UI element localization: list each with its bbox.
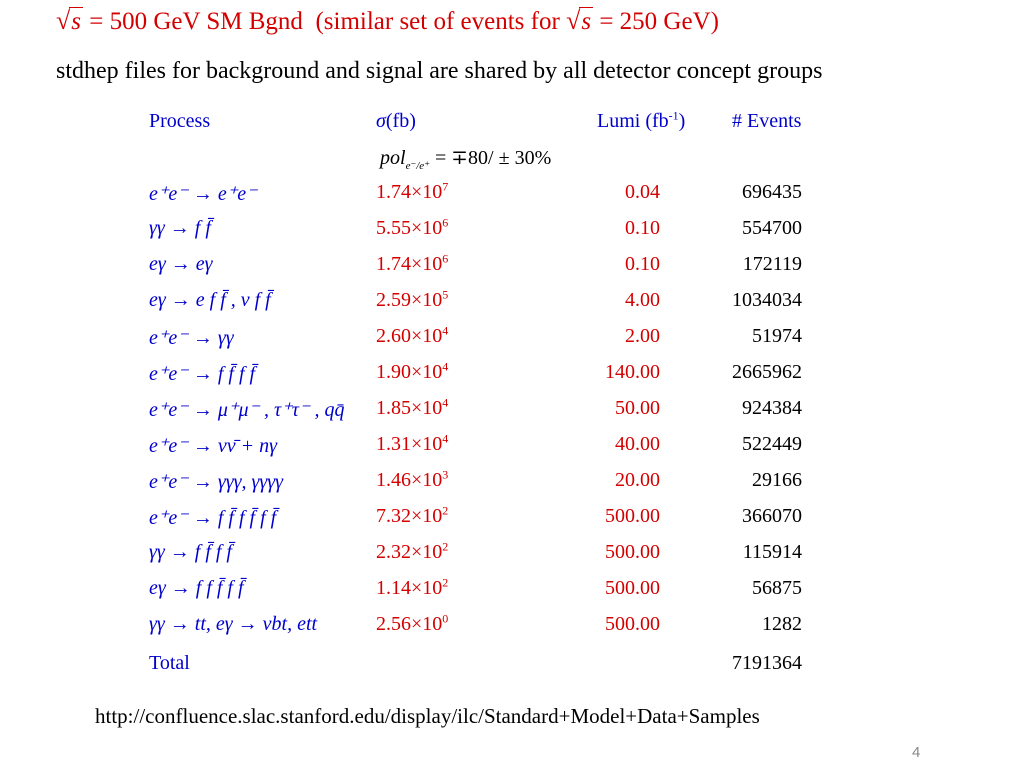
row-process: e⁺e⁻ → μ⁺μ⁻ , τ⁺τ⁻ , qq̄ — [149, 399, 345, 421]
xsec-mantissa: 1.74×10 — [376, 181, 443, 203]
row-cross-section — [376, 217, 448, 240]
row-process: e⁺e⁻ → f f̄ f f̄ f f̄ — [149, 507, 277, 529]
row-cross-section — [376, 181, 448, 204]
row-lumi: 500.00 — [605, 541, 660, 563]
xsec-exponent: 4 — [442, 431, 449, 446]
sqrt-symbol: √s — [56, 6, 82, 35]
row-process: e⁺e⁻ → νν̄ + nγ — [149, 435, 277, 457]
xsec-mantissa: 2.56×10 — [376, 613, 443, 635]
row-lumi: 4.00 — [625, 289, 660, 311]
slide-subtitle: stdhep files for background and signal are shared by all detector concept groups — [56, 58, 823, 84]
header-process: Process — [149, 110, 211, 132]
xsec-exponent: 4 — [442, 359, 449, 374]
row-events: 29166 — [752, 469, 802, 491]
row-cross-section — [376, 505, 448, 528]
row-process: γγ → tt, eγ → νbt, ett — [149, 613, 318, 635]
row-lumi: 500.00 — [605, 505, 660, 527]
row-cross-section — [376, 397, 448, 420]
xsec-mantissa: 1.46×10 — [376, 469, 443, 491]
xsec-mantissa: 2.59×10 — [376, 289, 443, 311]
header-lumi — [597, 110, 685, 133]
xsec-mantissa: 1.31×10 — [376, 433, 443, 455]
row-events: 554700 — [742, 217, 802, 239]
row-events: 51974 — [752, 325, 802, 347]
xsec-exponent: 0 — [442, 611, 449, 626]
xsec-mantissa: 2.60×10 — [376, 325, 443, 347]
row-process: e⁺e⁻ → f f̄ f f̄ — [149, 363, 256, 385]
total-label: Total — [149, 652, 190, 674]
row-events: 115914 — [742, 541, 802, 563]
title-part1: = 500 GeV SM Bgnd — [89, 8, 303, 35]
xsec-mantissa: 1.90×10 — [376, 361, 443, 383]
row-cross-section — [376, 361, 448, 384]
sigma-symbol: σ — [376, 110, 386, 132]
row-lumi: 40.00 — [615, 433, 660, 455]
pol-label: pol — [380, 147, 406, 169]
row-lumi: 20.00 — [615, 469, 660, 491]
lumi-close: ) — [678, 110, 686, 132]
source-url[interactable]: http://confluence.slac.stanford.edu/display/ilc/Standard+Model+Data+Samples — [95, 704, 760, 728]
lumi-text: Lumi (fb — [597, 110, 669, 132]
row-events: 1282 — [762, 613, 802, 635]
row-events: 522449 — [742, 433, 802, 455]
pol-eq: = — [435, 147, 447, 169]
header-events: # Events — [732, 110, 802, 132]
row-lumi: 0.04 — [625, 181, 660, 203]
row-cross-section — [376, 577, 448, 600]
xsec-mantissa: 5.55×10 — [376, 217, 443, 239]
sigma-unit: (fb) — [385, 110, 416, 132]
title-part3: = 250 GeV) — [599, 8, 719, 35]
xsec-mantissa: 1.14×10 — [376, 577, 443, 599]
xsec-exponent: 6 — [442, 251, 449, 266]
row-lumi: 140.00 — [605, 361, 660, 383]
row-cross-section — [376, 289, 448, 312]
row-events: 924384 — [742, 397, 802, 419]
xsec-mantissa: 2.32×10 — [376, 541, 443, 563]
title-part2: (similar set of events for — [315, 8, 560, 35]
xsec-exponent: 4 — [442, 395, 449, 410]
xsec-exponent: 2 — [442, 575, 449, 590]
xsec-exponent: 7 — [442, 179, 449, 194]
xsec-exponent: 2 — [442, 503, 449, 518]
row-process: e⁺e⁻ → γγ — [149, 327, 234, 349]
pol-sub: e⁻/e⁺ — [405, 160, 430, 172]
xsec-mantissa: 7.32×10 — [376, 505, 443, 527]
row-process: eγ → f f f̄ f f̄ — [149, 577, 244, 599]
polarization-note — [380, 145, 551, 170]
row-events: 56875 — [752, 577, 802, 599]
row-lumi: 50.00 — [615, 397, 660, 419]
row-cross-section — [376, 253, 448, 276]
row-process: eγ → e f f̄ , ν f f̄ — [149, 289, 271, 311]
row-cross-section — [376, 541, 448, 564]
row-process: γγ → f f̄ — [149, 217, 211, 239]
xsec-exponent: 4 — [442, 323, 449, 338]
row-lumi: 500.00 — [605, 577, 660, 599]
row-lumi: 0.10 — [625, 217, 660, 239]
row-cross-section — [376, 469, 448, 492]
row-cross-section — [376, 433, 448, 456]
xsec-exponent: 2 — [442, 539, 449, 554]
row-process: eγ → eγ — [149, 253, 213, 275]
sqrt-symbol-2: √s — [566, 6, 592, 35]
slide-title — [56, 6, 719, 36]
row-events: 1034034 — [732, 289, 802, 311]
row-process: γγ → f f̄ f f̄ — [149, 541, 232, 563]
lumi-exp: -1 — [668, 108, 679, 123]
pol-value: ∓80/ ± 30% — [451, 147, 552, 169]
row-events: 366070 — [742, 505, 802, 527]
row-events: 2665962 — [732, 361, 802, 383]
row-process: e⁺e⁻ → γγγ, γγγγ — [149, 471, 284, 493]
total-events: 7191364 — [732, 652, 802, 674]
row-lumi: 500.00 — [605, 613, 660, 635]
row-lumi: 0.10 — [625, 253, 660, 275]
row-lumi: 2.00 — [625, 325, 660, 347]
row-cross-section — [376, 613, 448, 636]
xsec-mantissa: 1.74×10 — [376, 253, 443, 275]
row-cross-section — [376, 325, 448, 348]
xsec-exponent: 5 — [442, 287, 449, 302]
xsec-exponent: 6 — [442, 215, 449, 230]
xsec-exponent: 3 — [442, 467, 449, 482]
row-events: 172119 — [742, 253, 802, 275]
page-number: 4 — [912, 744, 921, 761]
row-process: e⁺e⁻ → e⁺e⁻ — [149, 183, 257, 205]
row-events: 696435 — [742, 181, 802, 203]
header-cross-section — [376, 110, 416, 133]
xsec-mantissa: 1.85×10 — [376, 397, 443, 419]
